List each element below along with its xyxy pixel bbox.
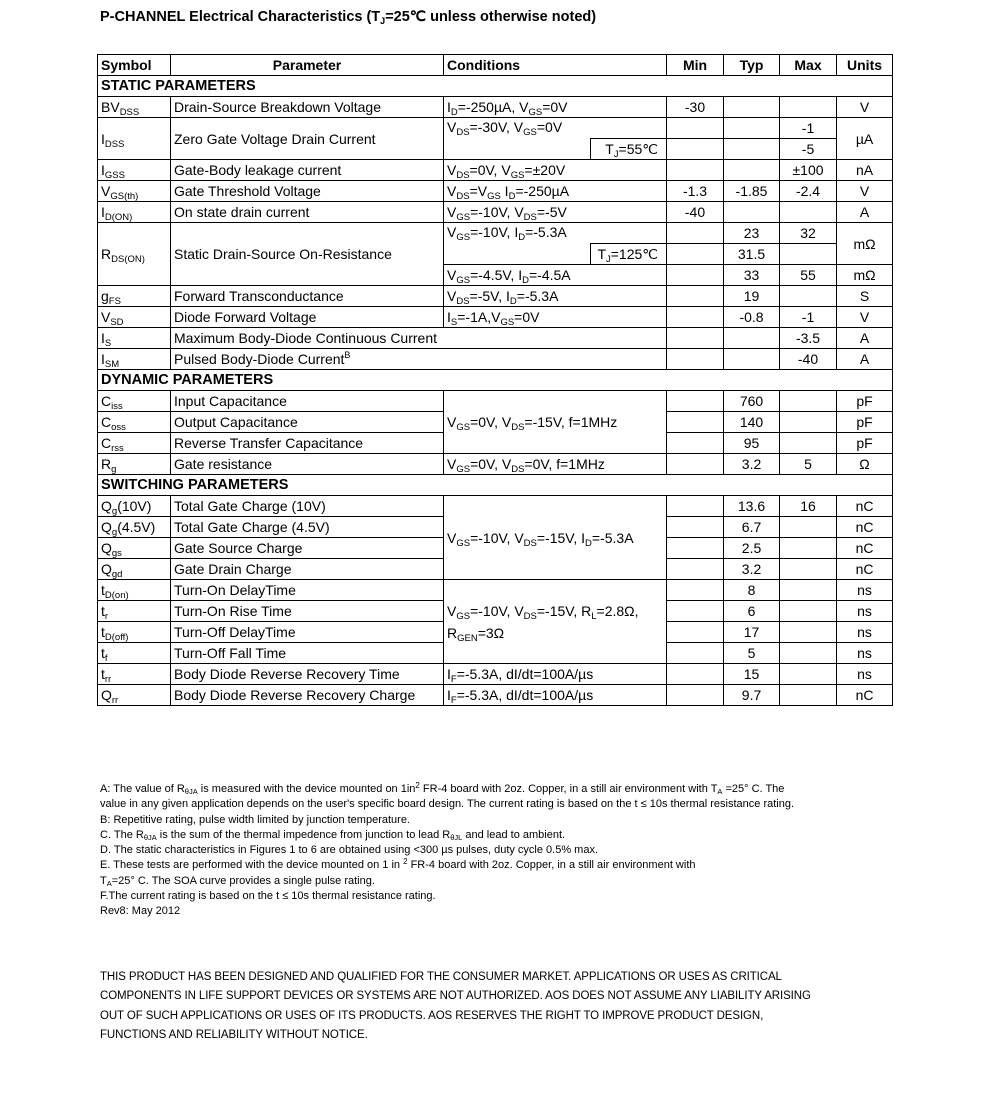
symbol: $C_{oss}$ [98, 412, 171, 433]
header-units: Units [837, 55, 893, 76]
typ: 13.6 [724, 496, 780, 517]
table-row [98, 454, 893, 475]
typ: -1.85 [724, 181, 780, 202]
max [780, 433, 837, 454]
footnotes [100, 782, 794, 920]
parameter: Output Capacitance [171, 412, 444, 433]
page-title: P-CHANNEL Electrical Characteristics ($T_J=25℃$ unless otherwise noted) [100, 9, 597, 26]
disclaimer-line: FUNCTIONS AND RELIABILITY WITHOUT NOTICE. [100, 1028, 368, 1041]
parameter: Pulsed Body-Diode Current$^B$ [171, 349, 667, 370]
typ: 3.2 [724, 559, 780, 580]
max: 16 [780, 496, 837, 517]
max: -5 [780, 139, 837, 160]
section-row [98, 475, 893, 496]
max: ±100 [780, 160, 837, 181]
typ: 8 [724, 580, 780, 601]
parameter: Gate resistance [171, 454, 444, 475]
typ: 3.2 [724, 454, 780, 475]
min [667, 328, 724, 349]
note-a-cont: value in any given application depends on the user's specific board design. The current rating is based on the t ≤ 10s thermal resistance rating. [100, 798, 795, 811]
max [780, 286, 837, 307]
symbol: $t_r$ [98, 601, 171, 622]
symbol: $I_{GSS}$ [98, 160, 171, 181]
units: µA [837, 118, 893, 160]
max [780, 517, 837, 538]
typ: 760 [724, 391, 780, 412]
symbol: $I_{SM}$ [98, 349, 171, 370]
min [667, 160, 724, 181]
min: -30 [667, 97, 724, 118]
disclaimer [100, 968, 811, 1045]
units: mΩ [837, 265, 893, 286]
temperature-condition: $T_J=125℃$ [591, 244, 667, 265]
symbol: $t_{D(off)}$ [98, 622, 171, 643]
parameter: Body Diode Reverse Recovery Charge [171, 685, 444, 706]
note-e-cont: $T_A=25^\circ$ C. The SOA curve provides a single pulse rating. [100, 874, 375, 888]
header-min: Min [667, 55, 724, 76]
min [667, 685, 724, 706]
units: nC [837, 559, 893, 580]
typ: 140 [724, 412, 780, 433]
symbol: $R_g$ [98, 454, 171, 475]
typ: 9.7 [724, 685, 780, 706]
units: V [837, 181, 893, 202]
max: 32 [780, 223, 837, 244]
typ: 33 [724, 265, 780, 286]
min: -40 [667, 202, 724, 223]
typ: 5 [724, 643, 780, 664]
min [667, 601, 724, 622]
min [667, 286, 724, 307]
min [667, 664, 724, 685]
parameter: Reverse Transfer Capacitance [171, 433, 444, 454]
table-row [98, 286, 893, 307]
parameter: Gate Threshold Voltage [171, 181, 444, 202]
typ [724, 349, 780, 370]
max: -1 [780, 118, 837, 139]
section-row [98, 76, 893, 97]
typ [724, 328, 780, 349]
conditions: $V_{GS}=0V$, $V_{DS}=0V$, f=1MHz [444, 454, 667, 475]
table-row [98, 349, 893, 370]
units: pF [837, 412, 893, 433]
units: mΩ [837, 223, 893, 265]
electrical-characteristics-table [97, 54, 893, 706]
max [780, 538, 837, 559]
min [667, 412, 724, 433]
symbol: $t_{rr}$ [98, 664, 171, 685]
units: ns [837, 601, 893, 622]
parameter: Input Capacitance [171, 391, 444, 412]
symbol: $t_{D(on)}$ [98, 580, 171, 601]
section-dynamic: DYNAMIC PARAMETERS [98, 370, 893, 391]
min [667, 391, 724, 412]
parameter: Forward Transconductance [171, 286, 444, 307]
typ: 2.5 [724, 538, 780, 559]
symbol: $Q_{gd}$ [98, 559, 171, 580]
typ [724, 160, 780, 181]
min [667, 559, 724, 580]
conditions: $V_{GS}=-10V$, $V_{DS}=-15V$, $I_D=-5.3A$ [444, 496, 667, 580]
conditions: $I_F=-5.3A$, dI/dt=100A/µs [444, 685, 667, 706]
units: nC [837, 496, 893, 517]
conditions: $V_{GS}=-4.5V$, $I_D=-4.5A$ [444, 265, 667, 286]
units: pF [837, 433, 893, 454]
conditions: $I_S=-1A,V_{GS}=0V$ [444, 307, 667, 328]
disclaimer-line: OUT OF SUCH APPLICATIONS OR USES OF ITS PRODUCTS. AOS RESERVES THE RIGHT TO IMPROVE PRODUCT DESIGN, [100, 1009, 764, 1022]
symbol: $V_{SD}$ [98, 307, 171, 328]
note-a: A: The value of $R_{\theta JA}$ is measured with the device mounted on $1in^2$ FR-4 board with 2oz. Copper, in a still air environment with $T_A =25^\circ$ C. The [100, 781, 785, 796]
max [780, 391, 837, 412]
table-row [98, 160, 893, 181]
max [780, 643, 837, 664]
min [667, 643, 724, 664]
table-row [98, 664, 893, 685]
section-row [98, 370, 893, 391]
min [667, 139, 724, 160]
min [667, 349, 724, 370]
parameter: Total Gate Charge (10V) [171, 496, 444, 517]
parameter: Turn-On DelayTime [171, 580, 444, 601]
header-symbol: Symbol [98, 55, 171, 76]
table-row [98, 202, 893, 223]
max: -1 [780, 307, 837, 328]
symbol: $Q_g(10V)$ [98, 496, 171, 517]
units: ns [837, 643, 893, 664]
max: -40 [780, 349, 837, 370]
symbol: $R_{DS(ON)}$ [98, 223, 171, 286]
units: nA [837, 160, 893, 181]
revision: Rev8: May 2012 [100, 905, 181, 918]
parameter: Maximum Body-Diode Continuous Current [171, 328, 667, 349]
min [667, 496, 724, 517]
min [667, 454, 724, 475]
max [780, 412, 837, 433]
note-e: E. These tests are performed with the device mounted on 1 in $^2$ FR-4 board with 2oz. Copper, in a still air environment with [100, 857, 696, 872]
parameter: Turn-On Rise Time [171, 601, 444, 622]
max: -3.5 [780, 328, 837, 349]
max [780, 580, 837, 601]
min [667, 538, 724, 559]
table-row [98, 496, 893, 517]
table-row [98, 328, 893, 349]
parameter: Drain-Source Breakdown Voltage [171, 97, 444, 118]
typ: 6 [724, 601, 780, 622]
units: A [837, 349, 893, 370]
header-max: Max [780, 55, 837, 76]
max [780, 685, 837, 706]
units: nC [837, 538, 893, 559]
symbol: $I_{DSS}$ [98, 118, 171, 160]
max: -2.4 [780, 181, 837, 202]
symbol: $C_{iss}$ [98, 391, 171, 412]
units: ns [837, 664, 893, 685]
min [667, 517, 724, 538]
symbol: $I_{D(ON)}$ [98, 202, 171, 223]
symbol: $t_f$ [98, 643, 171, 664]
note-d: D. The static characteristics in Figures 1 to 6 are obtained using <300 µs pulses, duty cycle 0.5% max. [100, 844, 599, 857]
typ: 23 [724, 223, 780, 244]
max [780, 622, 837, 643]
note-c: C. The $R_{\theta JA}$ is the sum of the thermal impedence from junction to lead $R_{\theta JL}$ and lead to ambient. [100, 828, 566, 842]
conditions: $V_{GS}=0V$, $V_{DS}=-15V$, f=1MHz [444, 391, 667, 454]
units: nC [837, 685, 893, 706]
disclaimer-line: THIS PRODUCT HAS BEEN DESIGNED AND QUALIFIED FOR THE CONSUMER MARKET. APPLICATIONS OR USES AS CRITICAL [100, 971, 782, 983]
min [667, 265, 724, 286]
table-row [98, 580, 893, 601]
parameter: Total Gate Charge (4.5V) [171, 517, 444, 538]
table-row [98, 118, 893, 139]
typ [724, 139, 780, 160]
units: Ω [837, 454, 893, 475]
parameter: Diode Forward Voltage [171, 307, 444, 328]
min [667, 580, 724, 601]
typ: -0.8 [724, 307, 780, 328]
symbol: $Q_{rr}$ [98, 685, 171, 706]
conditions: $V_{GS}=-10V$, $V_{DS}=-15V$, $R_L=2.8\Omega$, $R_{GEN}=3\Omega$ [444, 580, 667, 664]
note-b: B: Repetitive rating, pulse width limited by junction temperature. [100, 813, 410, 826]
units: ns [837, 622, 893, 643]
parameter: On state drain current [171, 202, 444, 223]
table-row [98, 307, 893, 328]
max: 5 [780, 454, 837, 475]
conditions: $V_{GS}=-10V$, $I_D=-5.3A$ [444, 223, 667, 244]
parameter: Turn-Off DelayTime [171, 622, 444, 643]
typ [724, 118, 780, 139]
note-f: F.The current rating is based on the t ≤ 10s thermal resistance rating. [100, 890, 436, 903]
units: A [837, 202, 893, 223]
symbol: $Q_{gs}$ [98, 538, 171, 559]
symbol: $I_S$ [98, 328, 171, 349]
parameter: Gate Source Charge [171, 538, 444, 559]
parameter: Zero Gate Voltage Drain Current [171, 118, 444, 160]
symbol: $g_{FS}$ [98, 286, 171, 307]
parameter: Static Drain-Source On-Resistance [171, 223, 444, 286]
conditions: $V_{DS}=-5V$, $I_D=-5.3A$ [444, 286, 667, 307]
max [780, 664, 837, 685]
conditions: $V_{DS}=0V$, $V_{GS}=\pm 20V$ [444, 160, 667, 181]
max [780, 97, 837, 118]
max [780, 244, 837, 265]
parameter: Gate Drain Charge [171, 559, 444, 580]
units: V [837, 307, 893, 328]
conditions: $V_{DS}=V_{GS}$ $I_D=-250\mu A$ [444, 181, 667, 202]
typ: 31.5 [724, 244, 780, 265]
table-row [98, 97, 893, 118]
max [780, 559, 837, 580]
table-row [98, 685, 893, 706]
disclaimer-line: COMPONENTS IN LIFE SUPPORT DEVICES OR SYSTEMS ARE NOT AUTHORIZED. AOS DOES NOT ASSUME ANY LIABILITY ARISING [100, 990, 811, 1003]
min: -1.3 [667, 181, 724, 202]
min [667, 307, 724, 328]
conditions: $I_D=-250\mu A$, $V_{GS}=0V$ [444, 97, 667, 118]
table-header-row [98, 55, 893, 76]
table-row [98, 181, 893, 202]
min [667, 622, 724, 643]
typ [724, 97, 780, 118]
min [667, 223, 724, 244]
typ: 95 [724, 433, 780, 454]
temperature-condition: $T_J=55℃$ [591, 139, 667, 160]
section-switching: SWITCHING PARAMETERS [98, 475, 893, 496]
conditions: $V_{DS}=-30V$, $V_{GS}=0V$ [444, 118, 667, 139]
min [667, 433, 724, 454]
units: ns [837, 580, 893, 601]
max [780, 202, 837, 223]
units: pF [837, 391, 893, 412]
section-static: STATIC PARAMETERS [98, 76, 893, 97]
conditions: $I_F=-5.3A$, dI/dt=100A/µs [444, 664, 667, 685]
parameter: Body Diode Reverse Recovery Time [171, 664, 444, 685]
min [667, 244, 724, 265]
symbol: $BV_{DSS}$ [98, 97, 171, 118]
table-row [98, 223, 893, 244]
header-conditions: Conditions [444, 55, 667, 76]
min [667, 118, 724, 139]
typ: 19 [724, 286, 780, 307]
typ: 15 [724, 664, 780, 685]
parameter: Turn-Off Fall Time [171, 643, 444, 664]
table-row [98, 391, 893, 412]
units: S [837, 286, 893, 307]
header-typ: Typ [724, 55, 780, 76]
typ [724, 202, 780, 223]
units: V [837, 97, 893, 118]
typ: 17 [724, 622, 780, 643]
max [780, 601, 837, 622]
symbol: $V_{GS(th)}$ [98, 181, 171, 202]
parameter: Gate-Body leakage current [171, 160, 444, 181]
typ: 6.7 [724, 517, 780, 538]
units: A [837, 328, 893, 349]
units: nC [837, 517, 893, 538]
max: 55 [780, 265, 837, 286]
symbol: $Q_g(4.5V)$ [98, 517, 171, 538]
header-parameter: Parameter [171, 55, 444, 76]
symbol: $C_{rss}$ [98, 433, 171, 454]
conditions: $V_{GS}=-10V$, $V_{DS}=-5V$ [444, 202, 667, 223]
